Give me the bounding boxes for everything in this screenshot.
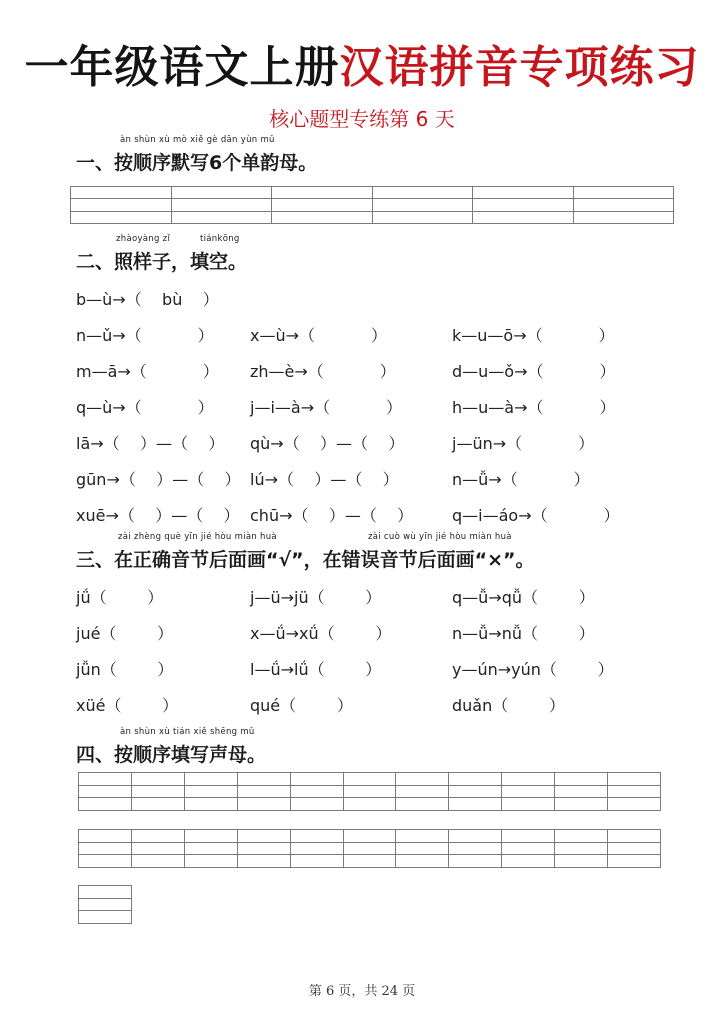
section-1-pinyin: àn shùn xù mò xiě gè dān yùn mǔ: [120, 135, 275, 145]
grid-cell[interactable]: [79, 855, 132, 868]
grid-cell[interactable]: [343, 785, 396, 798]
grid-row: [79, 785, 661, 798]
grid-cell[interactable]: [290, 842, 343, 855]
grid-cell[interactable]: [449, 842, 502, 855]
grid-cell[interactable]: [343, 842, 396, 855]
title-topic-part: 汉语拼音专项练习: [339, 42, 700, 93]
exercise-item[interactable]: jǚn（ ）: [76, 660, 174, 679]
grid-cell[interactable]: [272, 211, 373, 223]
grid-cell[interactable]: [449, 830, 502, 843]
grid-cell[interactable]: [473, 199, 574, 211]
grid-cell[interactable]: [79, 911, 132, 924]
exercise-item[interactable]: chū→（ ）—（ ）: [250, 506, 414, 525]
grid-row: [79, 830, 661, 843]
exercise-item[interactable]: k—u—ō→（ ）: [452, 326, 615, 345]
grid-cell[interactable]: [608, 785, 661, 798]
grid-cell[interactable]: [449, 785, 502, 798]
grid-cell[interactable]: [608, 830, 661, 843]
exercise-item[interactable]: l—ǘ→lǘ（ ）: [250, 660, 382, 679]
exercise-item[interactable]: d—u—ǒ→（ ）: [452, 362, 616, 381]
grid-cell[interactable]: [555, 785, 608, 798]
section-2: [76, 234, 248, 274]
grid-cell[interactable]: [272, 199, 373, 211]
grid-cell[interactable]: [79, 785, 132, 798]
grid-cell[interactable]: [449, 855, 502, 868]
exercise-item[interactable]: qù→（ ）—（ ）: [250, 434, 405, 453]
grid-cell[interactable]: [290, 855, 343, 868]
grid-cell[interactable]: [396, 785, 449, 798]
exercise-item[interactable]: xuē→（ ）—（ ）: [76, 506, 240, 525]
grid-cell[interactable]: [131, 830, 184, 843]
grid-cell[interactable]: [184, 855, 237, 868]
grid-cell[interactable]: [396, 842, 449, 855]
exercise-item[interactable]: qué（ ）: [250, 696, 353, 715]
page-footer: 第 6 页，共 24 页: [308, 984, 416, 999]
grid-cell[interactable]: [502, 785, 555, 798]
grid-cell[interactable]: [343, 830, 396, 843]
grid-cell[interactable]: [237, 773, 290, 786]
grid-cell[interactable]: [343, 855, 396, 868]
grid-cell[interactable]: [573, 187, 674, 199]
worksheet-title: [0, 38, 724, 98]
grid-cell[interactable]: [555, 773, 608, 786]
grid-cell[interactable]: [131, 785, 184, 798]
grid-cell[interactable]: [502, 855, 555, 868]
grid-cell[interactable]: [372, 199, 473, 211]
grid-cell[interactable]: [608, 842, 661, 855]
grid-cell[interactable]: [372, 211, 473, 223]
grid-cell[interactable]: [396, 830, 449, 843]
grid-cell[interactable]: [131, 842, 184, 855]
worksheet-subtitle: 核心题型专练第 6 天: [269, 107, 455, 131]
exercise-item[interactable]: j—i—à→（ ）: [250, 398, 403, 417]
exercise-item[interactable]: gūn→（ ）—（ ）: [76, 470, 241, 489]
exercise-item[interactable]: j—ün→（ ）: [452, 434, 595, 453]
answer-grid-initials-row-3[interactable]: [78, 885, 132, 924]
grid-cell[interactable]: [449, 773, 502, 786]
exercise-item[interactable]: h—u—à→（ ）: [452, 398, 616, 417]
grid-cell[interactable]: [79, 886, 132, 899]
grid-cell[interactable]: [372, 187, 473, 199]
section-1-title: 一、按顺序默写6个单韵母。: [76, 152, 318, 174]
exercise-item[interactable]: q—ù→（ ）: [76, 398, 214, 417]
grid-cell[interactable]: [237, 855, 290, 868]
grid-row: [79, 842, 661, 855]
grid-cell[interactable]: [171, 211, 272, 223]
section-1-heading: [76, 135, 318, 175]
grid-cell[interactable]: [573, 211, 674, 223]
grid-cell[interactable]: [608, 798, 661, 811]
grid-cell[interactable]: [131, 855, 184, 868]
grid-cell[interactable]: [131, 773, 184, 786]
exercise-item[interactable]: zh—è→（ ）: [250, 362, 396, 381]
title-grade-part: 一年级语文上册: [24, 42, 340, 93]
grid-cell[interactable]: [573, 199, 674, 211]
exercise-item[interactable]: lú→（ ）—（ ）: [250, 470, 399, 489]
grid-cell[interactable]: [171, 187, 272, 199]
answer-grid-initials-row-2[interactable]: [78, 829, 661, 868]
grid-cell[interactable]: [184, 830, 237, 843]
section-2-pinyin-b: tiánkōng: [200, 234, 240, 244]
grid-cell[interactable]: [79, 830, 132, 843]
exercise-item[interactable]: duǎn（ ）: [452, 696, 565, 715]
grid-cell[interactable]: [184, 798, 237, 811]
grid-cell[interactable]: [184, 785, 237, 798]
grid-cell[interactable]: [171, 199, 272, 211]
grid-cell[interactable]: [131, 798, 184, 811]
grid-cell[interactable]: [290, 830, 343, 843]
exercise-item[interactable]: n—ǚ→nǚ（ ）: [452, 624, 595, 643]
grid-cell[interactable]: [502, 773, 555, 786]
exercise-item[interactable]: jǘ（ ）: [76, 588, 164, 607]
section-3-pinyin-b: zài cuò wù yīn jié hòu miàn huà: [368, 532, 512, 542]
grid-cell[interactable]: [502, 842, 555, 855]
grid-cell[interactable]: [608, 855, 661, 868]
section-3-pinyin-a: zài zhèng què yīn jié hòu miàn huà: [118, 532, 277, 542]
grid-cell[interactable]: [79, 773, 132, 786]
exercise-item[interactable]: q—i—áo→（ ）: [452, 506, 620, 525]
exercise-item[interactable]: j—ü→jü（ ）: [250, 588, 382, 607]
exercise-item[interactable]: n—ǔ→（ ）: [76, 326, 214, 345]
exercise-item[interactable]: jué（ ）: [76, 624, 174, 643]
section-4: [76, 727, 267, 767]
grid-cell[interactable]: [396, 773, 449, 786]
grid-cell[interactable]: [343, 798, 396, 811]
example-item: b—ù→（ bù ）: [76, 290, 219, 309]
grid-cell[interactable]: [555, 798, 608, 811]
section-4-title: 四、按顺序填写声母。: [76, 744, 267, 766]
exercise-item[interactable]: lā→（ ）—（ ）: [76, 434, 225, 453]
grid-cell[interactable]: [608, 773, 661, 786]
grid-cell[interactable]: [473, 187, 574, 199]
grid-cell[interactable]: [71, 211, 172, 223]
grid-cell[interactable]: [290, 798, 343, 811]
grid-cell[interactable]: [237, 842, 290, 855]
section-4-pinyin: àn shùn xù tián xiě shēng mǔ: [120, 727, 255, 737]
section-2-heading: [76, 234, 248, 274]
grid-cell[interactable]: [290, 785, 343, 798]
grid-cell[interactable]: [184, 842, 237, 855]
answer-grid-initials-row-1[interactable]: [78, 772, 661, 811]
grid-cell[interactable]: [555, 830, 608, 843]
section-2-pinyin-a: zhàoyàng zǐ: [116, 234, 171, 244]
exercise-item[interactable]: m—ā→（ ）: [76, 362, 219, 381]
grid-row: [71, 211, 674, 223]
grid-cell[interactable]: [555, 842, 608, 855]
grid-cell[interactable]: [79, 798, 132, 811]
exercise-item[interactable]: x—ǘ→xǘ（ ）: [250, 624, 392, 643]
grid-cell[interactable]: [396, 855, 449, 868]
grid-cell[interactable]: [71, 199, 172, 211]
grid-cell[interactable]: [396, 798, 449, 811]
exercise-item[interactable]: xüé（ ）: [76, 696, 179, 715]
exercise-item[interactable]: x—ù→（ ）: [250, 326, 387, 345]
section-2-title: 二、照样子，填空。: [76, 251, 248, 273]
exercise-item[interactable]: n—ǚ→（ ）: [452, 470, 590, 489]
grid-row: [79, 855, 661, 868]
grid-row: [79, 886, 132, 899]
grid-row: [79, 898, 132, 911]
section-1: [76, 135, 318, 175]
grid-cell[interactable]: [343, 773, 396, 786]
answer-grid-vowels[interactable]: [70, 186, 674, 224]
exercise-item[interactable]: y—ún→yún（ ）: [452, 660, 614, 679]
grid-cell[interactable]: [555, 855, 608, 868]
grid-cell[interactable]: [272, 187, 373, 199]
grid-cell[interactable]: [473, 211, 574, 223]
grid-cell[interactable]: [237, 830, 290, 843]
section-3-heading: [76, 532, 535, 572]
grid-cell[interactable]: [502, 830, 555, 843]
section-4-heading: [76, 727, 267, 767]
section-3: [76, 532, 535, 572]
grid-cell[interactable]: [79, 898, 132, 911]
grid-cell[interactable]: [184, 773, 237, 786]
grid-cell[interactable]: [71, 187, 172, 199]
grid-row: [79, 798, 661, 811]
grid-cell[interactable]: [449, 798, 502, 811]
grid-cell[interactable]: [290, 773, 343, 786]
grid-cell[interactable]: [237, 785, 290, 798]
grid-row: [71, 199, 674, 211]
grid-cell[interactable]: [237, 798, 290, 811]
grid-cell[interactable]: [79, 842, 132, 855]
exercise-item[interactable]: q—ǚ→qǚ（ ）: [452, 588, 595, 607]
section-3-title: 三、在正确音节后面画“√”，在错误音节后面画“×”。: [76, 549, 535, 571]
grid-cell[interactable]: [502, 798, 555, 811]
grid-row: [79, 911, 132, 924]
grid-row: [79, 773, 661, 786]
grid-row: [71, 187, 674, 199]
